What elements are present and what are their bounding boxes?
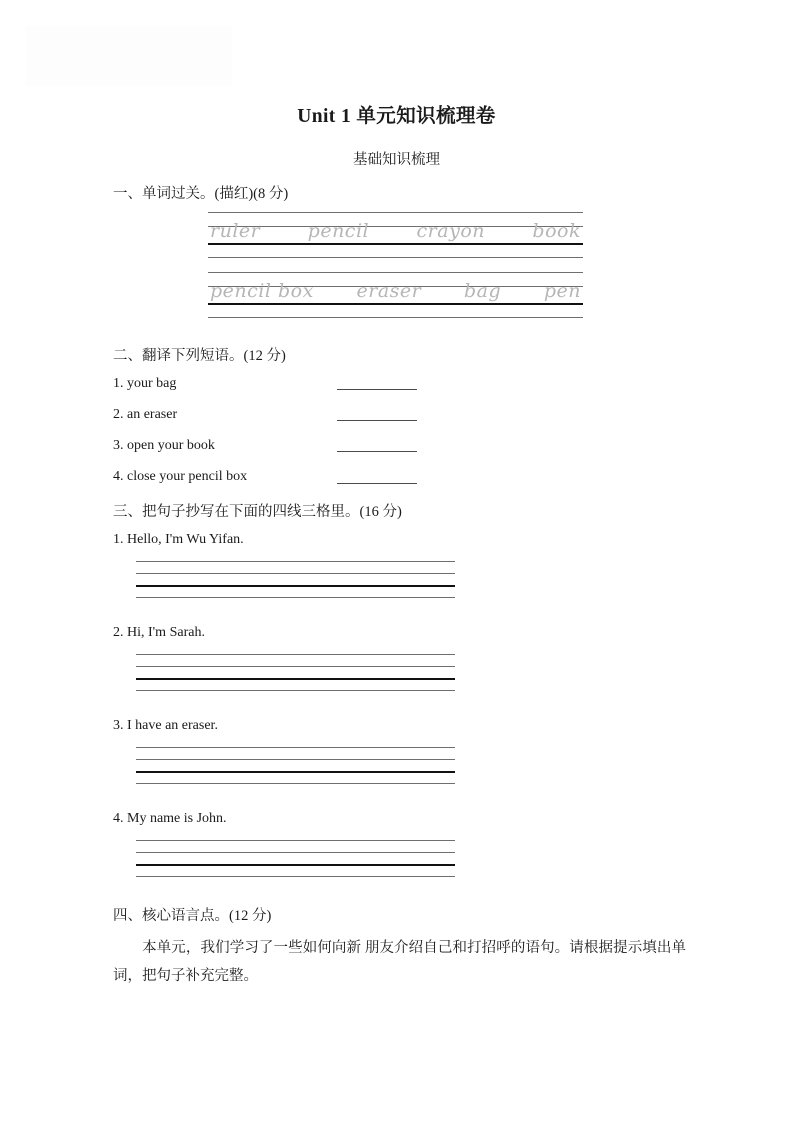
- tracing-word: book: [532, 220, 581, 242]
- page-subtitle: 基础知识梳理: [353, 152, 440, 168]
- grid-line-bottom: [136, 690, 455, 691]
- grid-line-top: [136, 561, 455, 562]
- grid-line-top: [136, 747, 455, 748]
- translation-item: 4. close your pencil box: [113, 469, 248, 484]
- grid-line-middle: [136, 852, 455, 853]
- translation-answer-blank[interactable]: [337, 389, 417, 390]
- tracing-word: eraser: [356, 280, 422, 302]
- tracing-words-row-1: [210, 214, 581, 248]
- tracing-word: pencil box: [210, 280, 314, 302]
- watermark-placeholder: [26, 26, 232, 86]
- grid-line-bottom: [208, 317, 583, 318]
- translation-answer-blank[interactable]: [337, 451, 417, 452]
- section-four-paragraph: [113, 934, 686, 990]
- translation-item: 3. open your book: [113, 438, 215, 453]
- grid-line-baseline: [136, 864, 455, 866]
- grid-line-baseline: [136, 771, 455, 773]
- grid-line-middle: [136, 759, 455, 760]
- tracing-word: ruler: [210, 220, 261, 242]
- tracing-grid: [208, 212, 583, 322]
- copy-sentence: 1. Hello, I'm Wu Yifan.: [113, 532, 244, 547]
- section-one-heading: 一、单词过关。(描红)(8 分): [113, 186, 289, 202]
- copy-writing-grid[interactable]: [136, 840, 455, 877]
- tracing-row-2: [208, 272, 583, 318]
- grid-line-middle: [136, 573, 455, 574]
- tracing-word: crayon: [416, 220, 485, 242]
- grid-line-top: [136, 840, 455, 841]
- grid-line-bottom: [136, 783, 455, 784]
- section-two-heading: 二、翻译下列短语。(12 分): [113, 348, 286, 364]
- section-four-heading: 四、核心语言点。(12 分): [113, 908, 272, 924]
- tracing-row-1: [208, 212, 583, 258]
- translation-item: 2. an eraser: [113, 407, 178, 422]
- grid-line-middle: [136, 666, 455, 667]
- grid-line-top: [136, 654, 455, 655]
- copy-writing-grid[interactable]: [136, 561, 455, 598]
- tracing-word: bag: [463, 280, 502, 302]
- tracing-word: pencil: [307, 220, 370, 242]
- translation-answer-blank[interactable]: [337, 483, 417, 484]
- section-three-heading: 三、把句子抄写在下面的四线三格里。(16 分): [113, 504, 402, 520]
- grid-line-baseline: [136, 678, 455, 680]
- copy-sentence: 2. Hi, I'm Sarah.: [113, 625, 205, 640]
- translation-item: 1. your bag: [113, 376, 177, 391]
- copy-writing-grid[interactable]: [136, 747, 455, 784]
- copy-sentence: 3. I have an eraser.: [113, 718, 218, 733]
- copy-writing-grid[interactable]: [136, 654, 455, 691]
- grid-line-baseline: [136, 585, 455, 587]
- grid-line-top: [208, 272, 583, 273]
- tracing-word: pen: [543, 280, 581, 302]
- copy-sentence: 4. My name is John.: [113, 811, 227, 826]
- translation-answer-blank[interactable]: [337, 420, 417, 421]
- grid-line-top: [208, 212, 583, 213]
- grid-line-bottom: [136, 876, 455, 877]
- paragraph-text: 本单元，我们学习了一些如何向新 朋友介绍自己和打招呼的语句。请根据提示填出单词，把句子补充完整。: [113, 940, 686, 984]
- grid-line-bottom: [208, 257, 583, 258]
- grid-line-bottom: [136, 597, 455, 598]
- tracing-words-row-2: [210, 274, 581, 308]
- page-title: Unit 1 单元知识梳理卷: [297, 106, 496, 127]
